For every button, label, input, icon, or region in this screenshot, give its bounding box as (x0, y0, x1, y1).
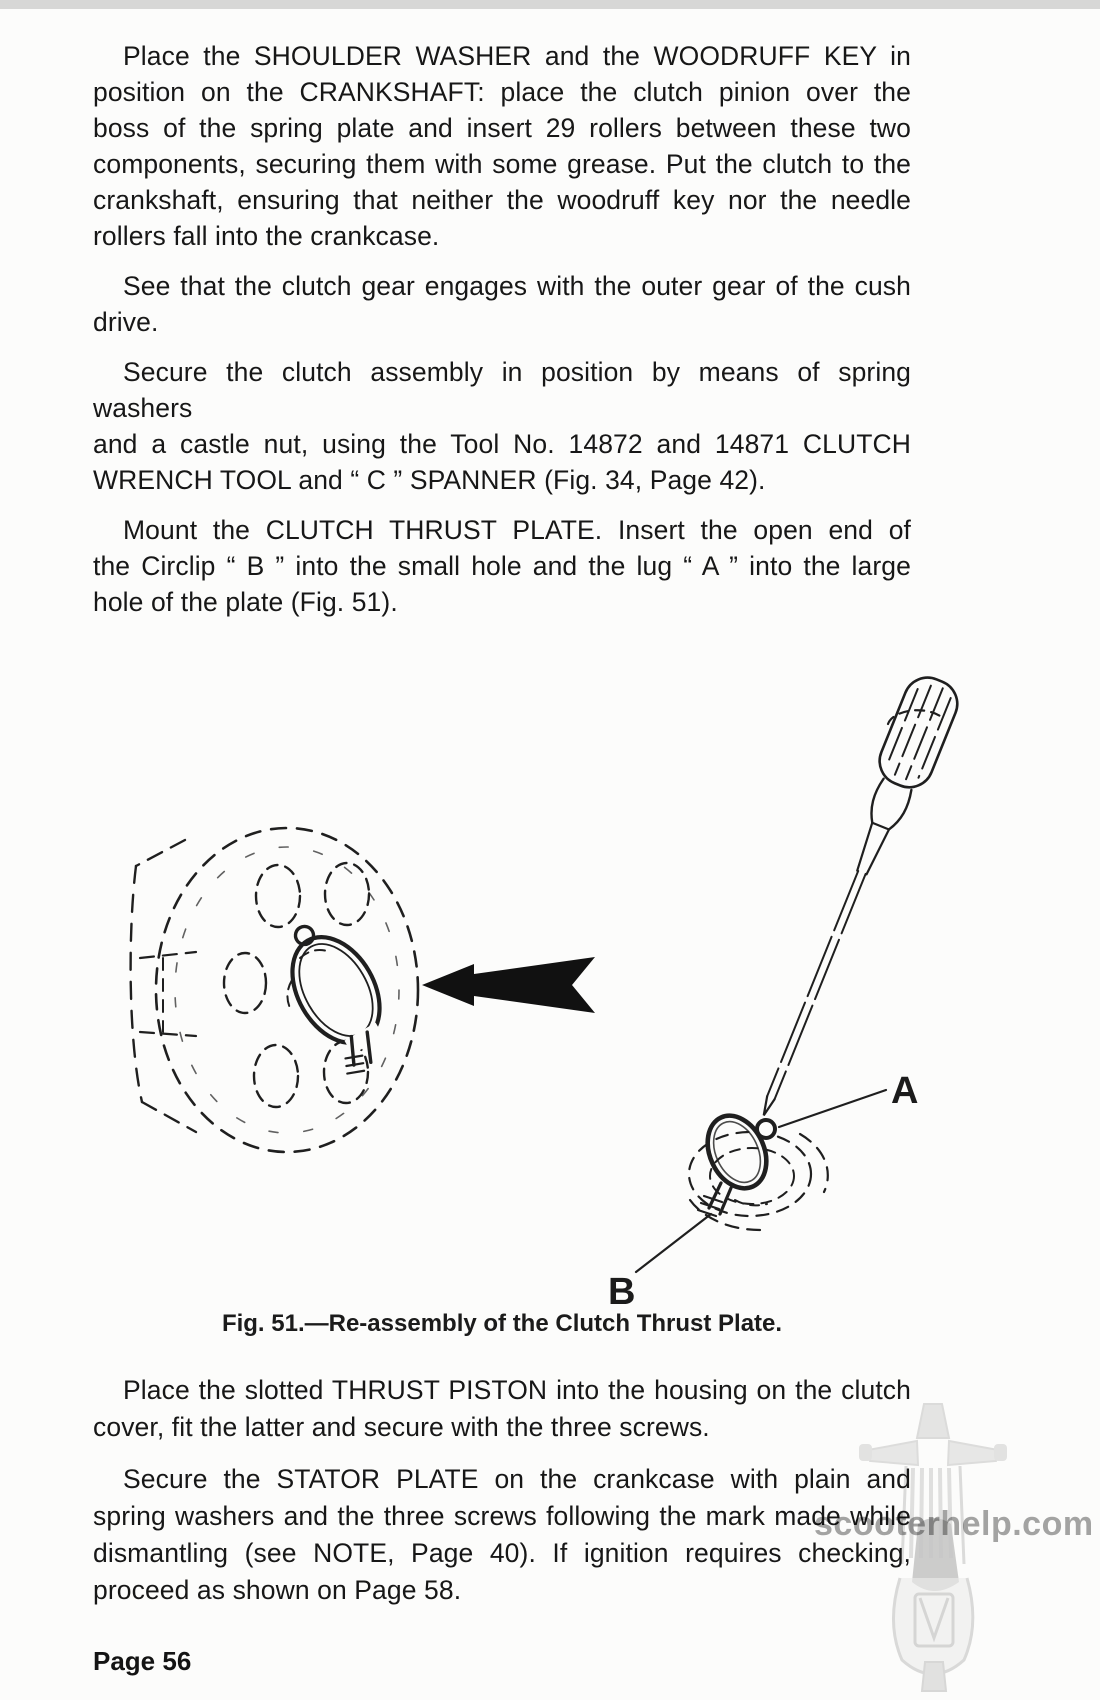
text-line: WRENCH TOOL and “ C ” SPANNER (Fig. 34, Page 42). (93, 465, 766, 495)
paragraph (93, 354, 911, 498)
watermark-text: scooterhelp.com (814, 1505, 1094, 1543)
text-line: the Circlip “ B ” into the small hole and the lug “ A ” into the large (93, 551, 911, 581)
clutch-drum-drawing (131, 828, 418, 1152)
text-line: and a castle nut, using the Tool No. 14872 and 14871 CLUTCH (93, 429, 911, 459)
text-line: Mount the CLUTCH THRUST PLATE. Insert the open end of (123, 515, 911, 545)
text-line: dismantling (see NOTE, Page 40). If ignition requires checking, (93, 1538, 911, 1568)
text-line: boss of the spring plate and insert 29 rollers between these two (93, 113, 911, 143)
label-b-leader (636, 1214, 711, 1272)
text-line: components, securing them with some grease. Put the clutch to the (93, 149, 911, 179)
text-line: Secure the clutch assembly in position by means of spring washers (93, 357, 911, 423)
figure-label-a: A (891, 1070, 919, 1112)
text-line: cover, fit the latter and secure with the three screws. (93, 1412, 710, 1442)
circlip-on-plate (696, 1106, 777, 1216)
paragraph (93, 1372, 911, 1446)
circlip-in-drum (267, 909, 411, 1082)
figure-label-b: B (608, 1271, 636, 1308)
text-line: Secure the STATOR PLATE on the crankcase with plain and (123, 1464, 911, 1494)
text-line: drive. (93, 307, 159, 337)
figure-caption: Fig. 51.—Re-assembly of the Clutch Thrust Plate. (221, 1310, 783, 1337)
scan-edge-strip (0, 0, 1100, 9)
text-line: position on the CRANKSHAFT: place the clutch pinion over the (93, 77, 911, 107)
paragraph (93, 268, 911, 340)
body-text-top (93, 38, 911, 620)
arrow-left (422, 957, 595, 1013)
text-line: rollers fall into the crankcase. (93, 221, 440, 251)
screwdriver-drawing (739, 670, 965, 1125)
text-line: spring washers and the three screws following the mark made while (93, 1501, 911, 1531)
text-line: See that the clutch gear engages with the outer gear of the cush (123, 271, 911, 301)
label-a-leader (779, 1090, 886, 1127)
paragraph (93, 38, 911, 254)
text-line: Place the SHOULDER WASHER and the WOODRUFF KEY in (123, 41, 911, 71)
paragraph (93, 1461, 911, 1609)
text-line: crankshaft, ensuring that neither the woodruff key nor the needle (93, 185, 911, 215)
paragraph (93, 512, 911, 620)
text-line: hole of the plate (Fig. 51). (93, 587, 398, 617)
page-number: Page 56 (93, 1646, 192, 1676)
figure-51-illustration (0, 640, 1100, 1308)
text-line: Place the slotted THRUST PISTON into the housing on the clutch (123, 1375, 911, 1405)
thrust-plate-drawing (608, 1070, 918, 1308)
text-line: proceed as shown on Page 58. (93, 1575, 462, 1605)
body-text-bottom (93, 1372, 911, 1609)
